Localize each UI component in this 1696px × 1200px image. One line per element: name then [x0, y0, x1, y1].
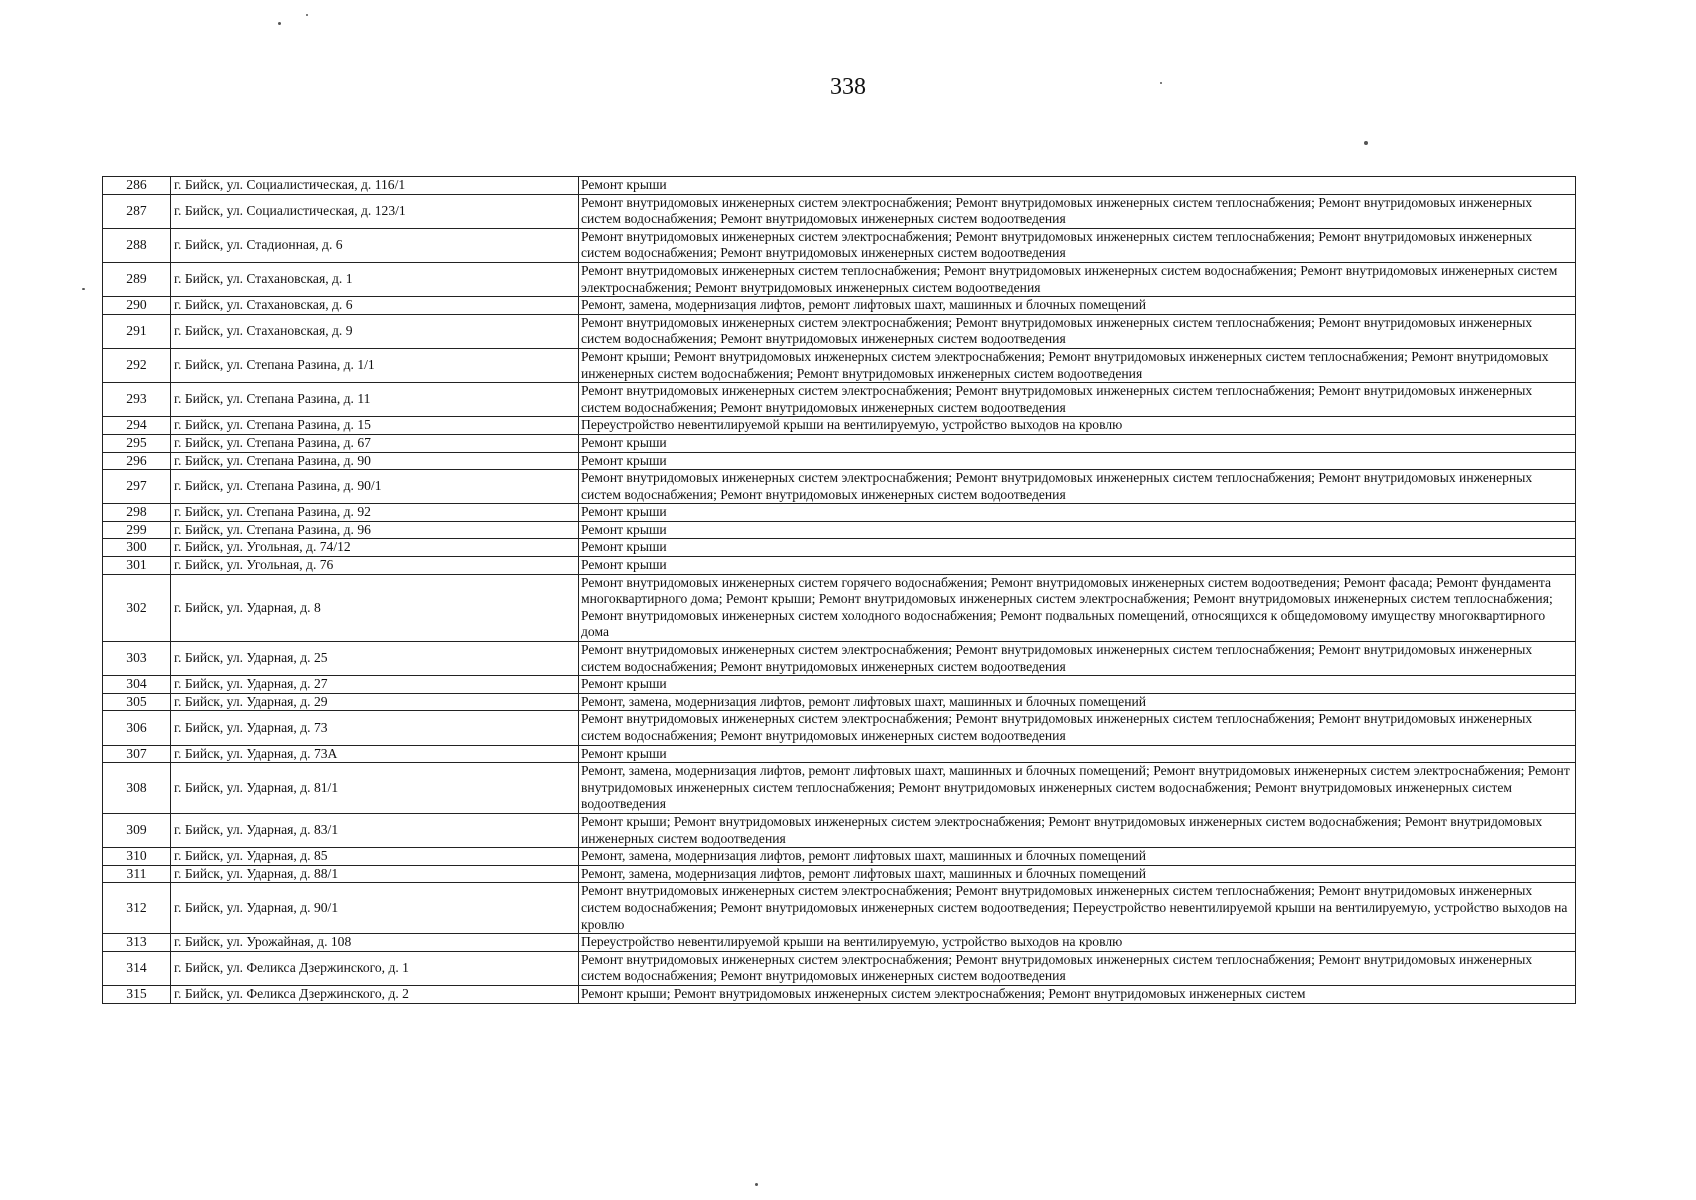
table-row: [103, 574, 1576, 641]
row-address: г. Бийск, ул. Угольная, д. 76: [171, 557, 579, 575]
row-work-type: Ремонт крыши: [579, 434, 1576, 452]
row-address: г. Бийск, ул. Ударная, д. 25: [171, 642, 579, 676]
row-number: 302: [103, 574, 171, 641]
row-number: 292: [103, 348, 171, 382]
row-address: г. Бийск, ул. Социалистическая, д. 116/1: [171, 177, 579, 195]
row-address: г. Бийск, ул. Степана Разина, д. 90: [171, 452, 579, 470]
row-work-type: Переустройство невентилируемой крыши на вентилируемую, устройство выходов на кровлю: [579, 934, 1576, 952]
table-row: [103, 883, 1576, 934]
scan-speck: [278, 22, 281, 25]
row-number: 315: [103, 985, 171, 1003]
row-work-type: Ремонт, замена, модернизация лифтов, ремонт лифтовых шахт, машинных и блочных помещений: [579, 297, 1576, 315]
table-row: [103, 194, 1576, 228]
row-number: 288: [103, 228, 171, 262]
row-work-type: Ремонт внутридомовых инженерных систем горячего водоснабжения; Ремонт внутридомовых инженерных систем водоотведения; Ремонт фасада; Ремонт фундамента многоквартирного дома; Ремонт крыши; Ремонт внутридомовых инженерных систем электроснабжения; Ремонт внутридомовых инженерных систем теплоснабжения; Ремонт внутридомовых инженерных систем холодного водоснабжения; Ремонт подвальных помещений, относящихся к общедомовому имуществу многоквартирного дома: [579, 574, 1576, 641]
table-row: [103, 676, 1576, 694]
row-number: 304: [103, 676, 171, 694]
row-work-type: Ремонт крыши: [579, 745, 1576, 763]
table-row: [103, 504, 1576, 522]
scan-speck: [755, 1183, 758, 1186]
table-row: [103, 348, 1576, 382]
table-row: [103, 177, 1576, 195]
table-row: [103, 848, 1576, 866]
row-work-type: Ремонт, замена, модернизация лифтов, ремонт лифтовых шахт, машинных и блочных помещений; Ремонт внутридомовых инженерных систем электроснабжения; Ремонт внутридомовых инженерных систем теплоснабжения; Ремонт внутридомовых инженерных систем водоснабжения; Ремонт внутридомовых инженерных систем водоотведения: [579, 763, 1576, 814]
table-row: [103, 434, 1576, 452]
row-address: г. Бийск, ул. Ударная, д. 73А: [171, 745, 579, 763]
row-address: г. Бийск, ул. Степана Разина, д. 11: [171, 383, 579, 417]
row-number: 287: [103, 194, 171, 228]
table-row: [103, 314, 1576, 348]
row-address: г. Бийск, ул. Феликса Дзержинского, д. 2: [171, 985, 579, 1003]
row-number: 294: [103, 417, 171, 435]
row-address: г. Бийск, ул. Ударная, д. 90/1: [171, 883, 579, 934]
row-address: г. Бийск, ул. Ударная, д. 88/1: [171, 865, 579, 883]
row-work-type: Ремонт внутридомовых инженерных систем электроснабжения; Ремонт внутридомовых инженерных систем теплоснабжения; Ремонт внутридомовых инженерных систем водоснабжения; Ремонт внутридомовых инженерных систем водоотведения: [579, 194, 1576, 228]
scan-speck: [306, 14, 308, 16]
row-number: 295: [103, 434, 171, 452]
row-number: 306: [103, 711, 171, 745]
row-number: 299: [103, 521, 171, 539]
row-number: 313: [103, 934, 171, 952]
row-work-type: Ремонт внутридомовых инженерных систем электроснабжения; Ремонт внутридомовых инженерных систем теплоснабжения; Ремонт внутридомовых инженерных систем водоснабжения; Ремонт внутридомовых инженерных систем водоотведения: [579, 711, 1576, 745]
row-work-type: Ремонт, замена, модернизация лифтов, ремонт лифтовых шахт, машинных и блочных помещений: [579, 693, 1576, 711]
table-row: [103, 383, 1576, 417]
table-row: [103, 452, 1576, 470]
row-address: г. Бийск, ул. Степана Разина, д. 15: [171, 417, 579, 435]
row-number: 297: [103, 470, 171, 504]
table-row: [103, 985, 1576, 1003]
row-address: г. Бийск, ул. Ударная, д. 27: [171, 676, 579, 694]
row-address: г. Бийск, ул. Социалистическая, д. 123/1: [171, 194, 579, 228]
row-work-type: Ремонт крыши: [579, 676, 1576, 694]
row-work-type: Ремонт крыши; Ремонт внутридомовых инженерных систем электроснабжения; Ремонт внутридомовых инженерных систем теплоснабжения; Ремонт внутридомовых инженерных систем водоснабжения; Ремонт внутридомовых инженерных систем водоотведения: [579, 348, 1576, 382]
row-address: г. Бийск, ул. Ударная, д. 29: [171, 693, 579, 711]
table-row: [103, 228, 1576, 262]
row-work-type: Ремонт внутридомовых инженерных систем электроснабжения; Ремонт внутридомовых инженерных систем теплоснабжения; Ремонт внутридомовых инженерных систем водоснабжения; Ремонт внутридомовых инженерных систем водоотведения: [579, 642, 1576, 676]
row-address: г. Бийск, ул. Степана Разина, д. 90/1: [171, 470, 579, 504]
row-work-type: Ремонт внутридомовых инженерных систем электроснабжения; Ремонт внутридомовых инженерных систем теплоснабжения; Ремонт внутридомовых инженерных систем водоснабжения; Ремонт внутридомовых инженерных систем водоотведения: [579, 314, 1576, 348]
row-address: г. Бийск, ул. Степана Разина, д. 92: [171, 504, 579, 522]
row-work-type: Ремонт внутридомовых инженерных систем электроснабжения; Ремонт внутридомовых инженерных систем теплоснабжения; Ремонт внутридомовых инженерных систем водоснабжения; Ремонт внутридомовых инженерных систем водоотведения; Переустройство невентилируемой крыши на вентилируемую, устройство выходов на кровлю: [579, 883, 1576, 934]
row-work-type: Ремонт крыши: [579, 177, 1576, 195]
row-address: г. Бийск, ул. Феликса Дзержинского, д. 1: [171, 951, 579, 985]
row-address: г. Бийск, ул. Стахановская, д. 1: [171, 262, 579, 296]
row-work-type: Ремонт крыши; Ремонт внутридомовых инженерных систем электроснабжения; Ремонт внутридомовых инженерных систем: [579, 985, 1576, 1003]
row-number: 289: [103, 262, 171, 296]
table-row: [103, 951, 1576, 985]
table-row: [103, 470, 1576, 504]
row-work-type: Ремонт, замена, модернизация лифтов, ремонт лифтовых шахт, машинных и блочных помещений: [579, 865, 1576, 883]
row-work-type: Переустройство невентилируемой крыши на вентилируемую, устройство выходов на кровлю: [579, 417, 1576, 435]
row-address: г. Бийск, ул. Ударная, д. 8: [171, 574, 579, 641]
row-work-type: Ремонт крыши: [579, 539, 1576, 557]
row-number: 309: [103, 813, 171, 847]
row-address: г. Бийск, ул. Ударная, д. 81/1: [171, 763, 579, 814]
table-row: [103, 745, 1576, 763]
table-row: [103, 417, 1576, 435]
row-number: 286: [103, 177, 171, 195]
table-row: [103, 642, 1576, 676]
row-address: г. Бийск, ул. Стахановская, д. 6: [171, 297, 579, 315]
row-address: г. Бийск, ул. Угольная, д. 74/12: [171, 539, 579, 557]
row-number: 296: [103, 452, 171, 470]
table-row: [103, 693, 1576, 711]
row-number: 307: [103, 745, 171, 763]
row-address: г. Бийск, ул. Степана Разина, д. 96: [171, 521, 579, 539]
row-work-type: Ремонт крыши: [579, 504, 1576, 522]
row-number: 301: [103, 557, 171, 575]
row-address: г. Бийск, ул. Ударная, д. 85: [171, 848, 579, 866]
row-work-type: Ремонт крыши; Ремонт внутридомовых инженерных систем электроснабжения; Ремонт внутридомовых инженерных систем водоснабжения; Ремонт внутридомовых инженерных систем водоотведения: [579, 813, 1576, 847]
row-address: г. Бийск, ул. Ударная, д. 83/1: [171, 813, 579, 847]
row-address: г. Бийск, ул. Степана Разина, д. 1/1: [171, 348, 579, 382]
row-number: 310: [103, 848, 171, 866]
row-work-type: Ремонт, замена, модернизация лифтов, ремонт лифтовых шахт, машинных и блочных помещений: [579, 848, 1576, 866]
row-number: 303: [103, 642, 171, 676]
row-address: г. Бийск, ул. Стахановская, д. 9: [171, 314, 579, 348]
repair-works-table: [102, 176, 1576, 1004]
row-work-type: Ремонт внутридомовых инженерных систем электроснабжения; Ремонт внутридомовых инженерных систем теплоснабжения; Ремонт внутридомовых инженерных систем водоснабжения; Ремонт внутридомовых инженерных систем водоотведения: [579, 383, 1576, 417]
table-row: [103, 813, 1576, 847]
table-row: [103, 557, 1576, 575]
row-number: 290: [103, 297, 171, 315]
row-number: 311: [103, 865, 171, 883]
table-row: [103, 711, 1576, 745]
row-address: г. Бийск, ул. Урожайная, д. 108: [171, 934, 579, 952]
row-number: 293: [103, 383, 171, 417]
row-number: 300: [103, 539, 171, 557]
row-work-type: Ремонт крыши: [579, 452, 1576, 470]
row-work-type: Ремонт внутридомовых инженерных систем электроснабжения; Ремонт внутридомовых инженерных систем теплоснабжения; Ремонт внутридомовых инженерных систем водоснабжения; Ремонт внутридомовых инженерных систем водоотведения: [579, 470, 1576, 504]
row-number: 298: [103, 504, 171, 522]
row-address: г. Бийск, ул. Степана Разина, д. 67: [171, 434, 579, 452]
row-number: 308: [103, 763, 171, 814]
scan-speck: [1160, 82, 1162, 84]
row-work-type: Ремонт внутридомовых инженерных систем теплоснабжения; Ремонт внутридомовых инженерных систем водоснабжения; Ремонт внутридомовых инженерных систем электроснабжения; Ремонт внутридомовых инженерных систем водоотведения: [579, 262, 1576, 296]
row-work-type: Ремонт внутридомовых инженерных систем электроснабжения; Ремонт внутридомовых инженерных систем теплоснабжения; Ремонт внутридомовых инженерных систем водоснабжения; Ремонт внутридомовых инженерных систем водоотведения: [579, 951, 1576, 985]
row-work-type: Ремонт крыши: [579, 521, 1576, 539]
table-row: [103, 763, 1576, 814]
table-row: [103, 521, 1576, 539]
scan-speck: [1364, 141, 1368, 145]
table-row: [103, 934, 1576, 952]
row-work-type: Ремонт крыши: [579, 557, 1576, 575]
row-address: г. Бийск, ул. Стадионная, д. 6: [171, 228, 579, 262]
row-work-type: Ремонт внутридомовых инженерных систем электроснабжения; Ремонт внутридомовых инженерных систем теплоснабжения; Ремонт внутридомовых инженерных систем водоснабжения; Ремонт внутридомовых инженерных систем водоотведения: [579, 228, 1576, 262]
table-row: [103, 262, 1576, 296]
table-row: [103, 297, 1576, 315]
page-number: 338: [830, 74, 866, 100]
table-row: [103, 865, 1576, 883]
row-address: г. Бийск, ул. Ударная, д. 73: [171, 711, 579, 745]
row-number: 312: [103, 883, 171, 934]
row-number: 314: [103, 951, 171, 985]
table-row: [103, 539, 1576, 557]
row-number: 305: [103, 693, 171, 711]
scan-speck: [82, 288, 85, 290]
table-body: [103, 177, 1576, 1004]
row-number: 291: [103, 314, 171, 348]
